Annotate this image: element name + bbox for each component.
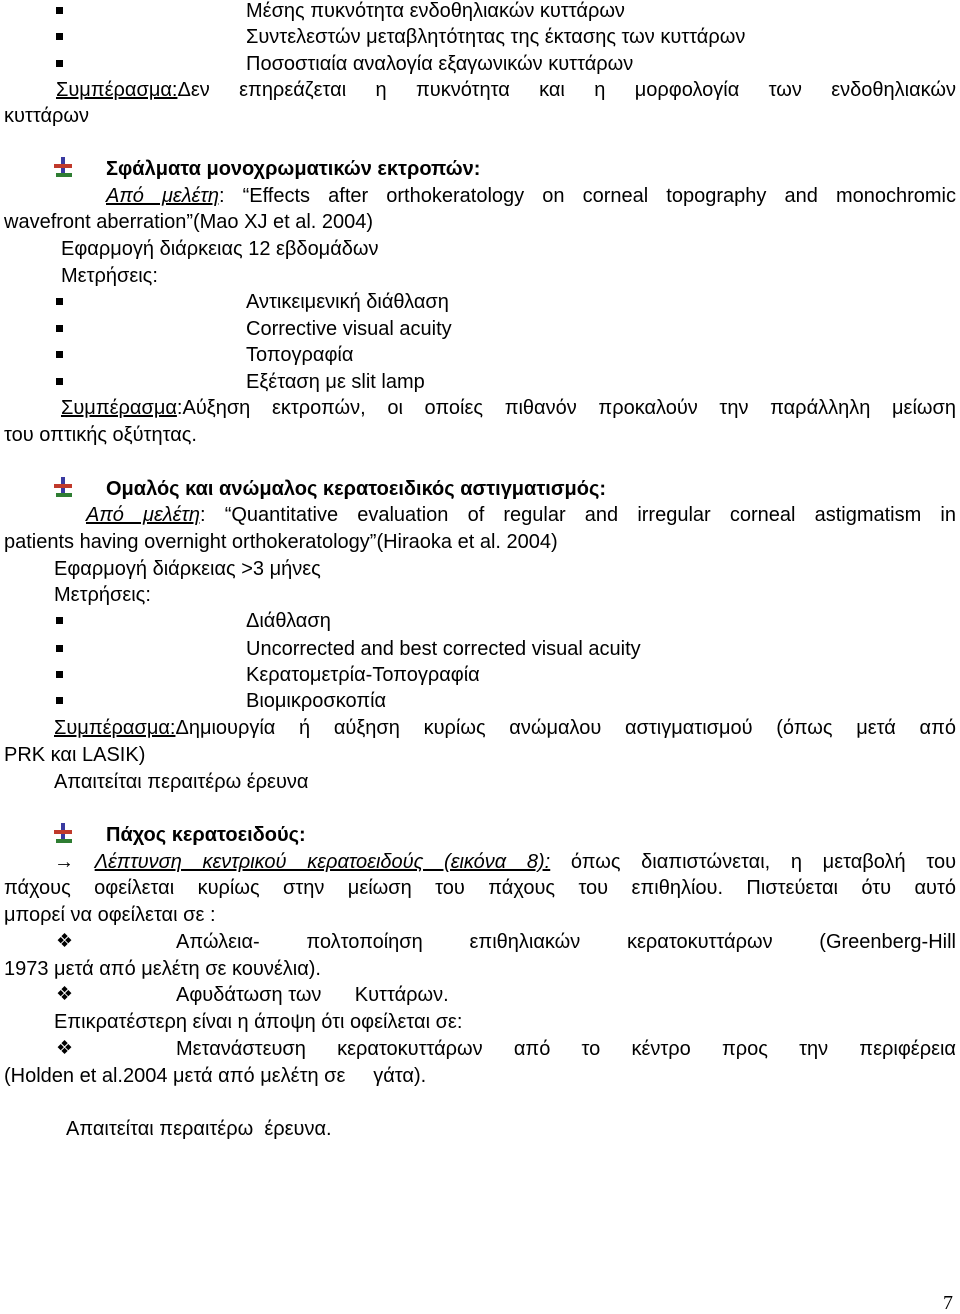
conclusion-label: Συμπέρασμα: — [56, 79, 178, 101]
study-line — [106, 185, 956, 207]
conclusion-line — [61, 397, 956, 419]
paragraph-line: μπορεί να οφείλεται σε : — [4, 904, 216, 926]
diamond-bullet-icon: ❖ — [56, 984, 74, 1005]
duration: Εφαρμογή διάρκειας >3 μήνες — [54, 558, 321, 580]
flag-bullet-icon — [54, 477, 74, 499]
measurements-label: Μετρήσεις: — [61, 265, 158, 287]
further-research: Απαιτείται περαιτέρω έρευνα. — [66, 1118, 332, 1140]
study-line — [86, 504, 956, 526]
list-item-text-cont: 1973 μετά από μελέτη σε κουνέλια). — [4, 958, 321, 980]
bullet-marker — [56, 645, 63, 652]
study-label: Από μελέτη — [106, 185, 219, 207]
study-title: : “Effects after orthokeratology on corneal topography and monochromic — [218, 185, 956, 207]
section-heading: Πάχος κερατοειδούς: — [106, 824, 306, 846]
conclusion-line — [54, 717, 956, 739]
bullet-marker — [56, 697, 63, 704]
paragraph-line: πάχους οφείλεται κυρίως στην μείωση του πάχους του επιθηλίου. Πιστεύεται ότυ αυτό — [4, 877, 956, 899]
paragraph-line — [54, 851, 956, 873]
diamond-bullet-icon: ❖ — [56, 931, 74, 952]
study-label: Από μελέτη — [86, 504, 200, 526]
bullet-text: Ποσοστιαία αναλογία εξαγωνικών κυττάρων — [246, 53, 634, 75]
duration: Εφαρμογή διάρκειας 12 εβδομάδων — [61, 238, 379, 260]
conclusion-text-cont: PRK και LASIK) — [4, 744, 146, 766]
flag-bullet-icon — [54, 823, 74, 845]
bullet-text: Κερατομετρία-Τοπογραφία — [246, 664, 480, 686]
bullet-text: Βιομικροσκοπία — [246, 690, 387, 712]
diamond-bullet-icon: ❖ — [56, 1038, 74, 1059]
conclusion-text-cont: κυττάρων — [4, 105, 90, 127]
list-item-text: Απώλεια- πολτοποίηση επιθηλιακών κερατοκυττάρων (Greenberg-Hill — [176, 931, 956, 953]
bullet-text: Συντελεστών μεταβλητότητας της έκτασης των κυττάρων — [246, 26, 746, 48]
flag-bullet-icon — [54, 157, 74, 179]
bullet-marker — [56, 617, 63, 624]
conclusion-label: Συμπέρασμα — [61, 397, 177, 419]
bullet-text: Corrective visual acuity — [246, 318, 452, 340]
further-research: Απαιτείται περαιτέρω έρευνα — [54, 771, 309, 793]
page-number: 7 — [943, 1292, 953, 1314]
conclusion-text: Δεν επηρεάζεται η πυκνότητα και η μορφολογία των ενδοθηλιακών — [177, 79, 956, 101]
conclusion-text: :Αύξηση εκτροπών, οι οποίες πιθανόν προκαλούν την παράλληλη μείωση — [176, 397, 956, 419]
bullet-marker — [56, 351, 63, 358]
study-title-cont: wavefront aberration”(Mao XJ et al. 2004) — [4, 211, 374, 233]
bullet-marker — [56, 298, 63, 305]
study-title-cont: patients having overnight orthokeratology”(Hiraoka et al. 2004) — [4, 531, 558, 553]
bullet-text: Uncorrected and best corrected visual acuity — [246, 638, 641, 660]
bullet-text: Μέσης πυκνότητα ενδοθηλιακών κυττάρων — [246, 0, 625, 22]
bullet-marker — [56, 60, 63, 67]
bullet-text: Τοπογραφία — [246, 344, 354, 366]
list-item-text-cont: (Holden et al.2004 μετά από μελέτη σε γάτα). — [4, 1065, 427, 1087]
bullet-text: Αντικειμενική διάθλαση — [246, 291, 449, 313]
list-item-text: Μετανάστευση κερατοκυττάρων από το κέντρο προς την περιφέρεια — [176, 1038, 956, 1060]
figure-link[interactable]: Λέπτυνση κεντρικού κερατοειδούς (εικόνα 8): — [94, 851, 551, 873]
study-title: : “Quantitative evaluation of regular and irregular corneal astigmatism in — [199, 504, 956, 526]
conclusion-text: Δημιουργία ή αύξηση κυρίως ανώμαλου αστιγματισμού (όπως μετά από — [175, 717, 956, 739]
conclusion-line — [56, 79, 956, 101]
bullet-marker — [56, 671, 63, 678]
bullet-text: Διάθλαση — [246, 610, 331, 632]
list-item-text: Αφυδάτωση των Κυττάρων. — [176, 984, 449, 1006]
bullet-marker — [56, 378, 63, 385]
conclusion-label: Συμπέρασμα: — [54, 717, 176, 739]
bullet-marker — [56, 7, 63, 14]
paragraph-text: όπως διαπιστώνεται, η μεταβολή του — [550, 851, 957, 873]
section-heading: Ομαλός και ανώμαλος κερατοειδικός αστιγματισμός: — [106, 478, 607, 500]
bullet-marker — [56, 325, 63, 332]
paragraph-line: Επικρατέστερη είναι η άποψη ότι οφείλεται σε: — [54, 1011, 463, 1033]
conclusion-text-cont: του οπτικής οξύτητας. — [4, 424, 197, 446]
section-heading: Σφάλματα μονοχρωματικών εκτροπών: — [106, 158, 481, 180]
arrow-icon: → — [54, 851, 74, 873]
measurements-label: Μετρήσεις: — [54, 584, 151, 606]
bullet-marker — [56, 33, 63, 40]
bullet-text: Εξέταση με slit lamp — [246, 371, 425, 393]
